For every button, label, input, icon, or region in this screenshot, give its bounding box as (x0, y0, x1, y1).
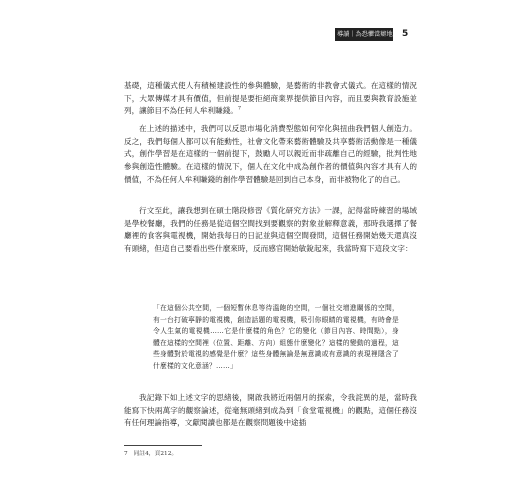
body-paragraph-2: 在上述的描述中，我們可以反思市場化消費型態如何窄化與扭曲我們個人創造力。反之，我們每個人都可以有能動性，社會文化帶來藝術體驗及共享藝術活動像是一種儀式，創作學習是在這樣的一個前提下，鼓勵人可以親近而非疏離自己的經驗，批判性地參與創造性體驗。在這樣的情況下，個人在文化中成為創作者的價值與內容才具有人的價值，不為任何人牟利賺錢的創作學習體驗是回到自己本身，而非被物化了的自己。 (124, 124, 417, 184)
footnote-divider (124, 445, 202, 446)
body-paragraph-4: 我記錄下如上述文字的思緒後，開啟我將近兩個月的探索，令我詫異的是，當時我能寫下快兩萬字的觀察論述，從毫無頭緒到成為到「食堂電視機」的觀點，這個任務沒有任何理論指導，文獻閱讀也都是在觀察問題後中途插 (124, 393, 417, 428)
footnote-7: 7 同註4，頁212。 (124, 451, 178, 457)
footnote-reference-7[interactable]: 7 (237, 105, 242, 112)
chapter-title: 導讀｜為恐懼當辯地 (337, 31, 393, 38)
body-paragraph-3: 行文至此，讓我想到在碩士階段修習《質化研究方法》一課，記得當時練習的場域是學校餐廳，我們的任務是從這個空間找到要觀察的對象並解釋意義，那時我選擇了餐廳裡的食客與電視機，開始我每日的日記並與這個空間發問，這個任務開始幾天還真沒有頭緒，但這自己要看出些什麼來時，反而感官開始敏銳起來，我當時寫下這段文字： (124, 206, 417, 254)
page-number: 5 (402, 29, 409, 39)
paragraph-1-text: 基礎，這種儀式使人有積極建設性的參與體驗，是藝術的非教會式儀式。在這樣的情況下，大眾傳媒才具有價值，但前提是要拒絕商業界提供節目內容，而且要與教育設施並列，讓節目不為任何人牟利賺錢。 (124, 81, 417, 116)
chapter-header-bar (335, 28, 393, 41)
body-paragraph-1 (124, 80, 417, 118)
block-quote: 「在這個公共空間，一個短暫休息等待溫飽的空間，一個社交增進關係的空間，有一台打破寧靜的電視機，創造話題的電視機，吸引你眼睛的電視機，有時會是令人生氣的電視機……它是什麼樣的角色？它的變化（節目內容、時間點），身體在這樣的空間裡（位置、距離、方向）組態什麼變化？這樣的變動的過程，這些身體對於電視的感覺是什麼？這些身體無論是無意識或有意識的表現裡隱含了什麼樣的文化意涵？……」 (153, 304, 399, 370)
